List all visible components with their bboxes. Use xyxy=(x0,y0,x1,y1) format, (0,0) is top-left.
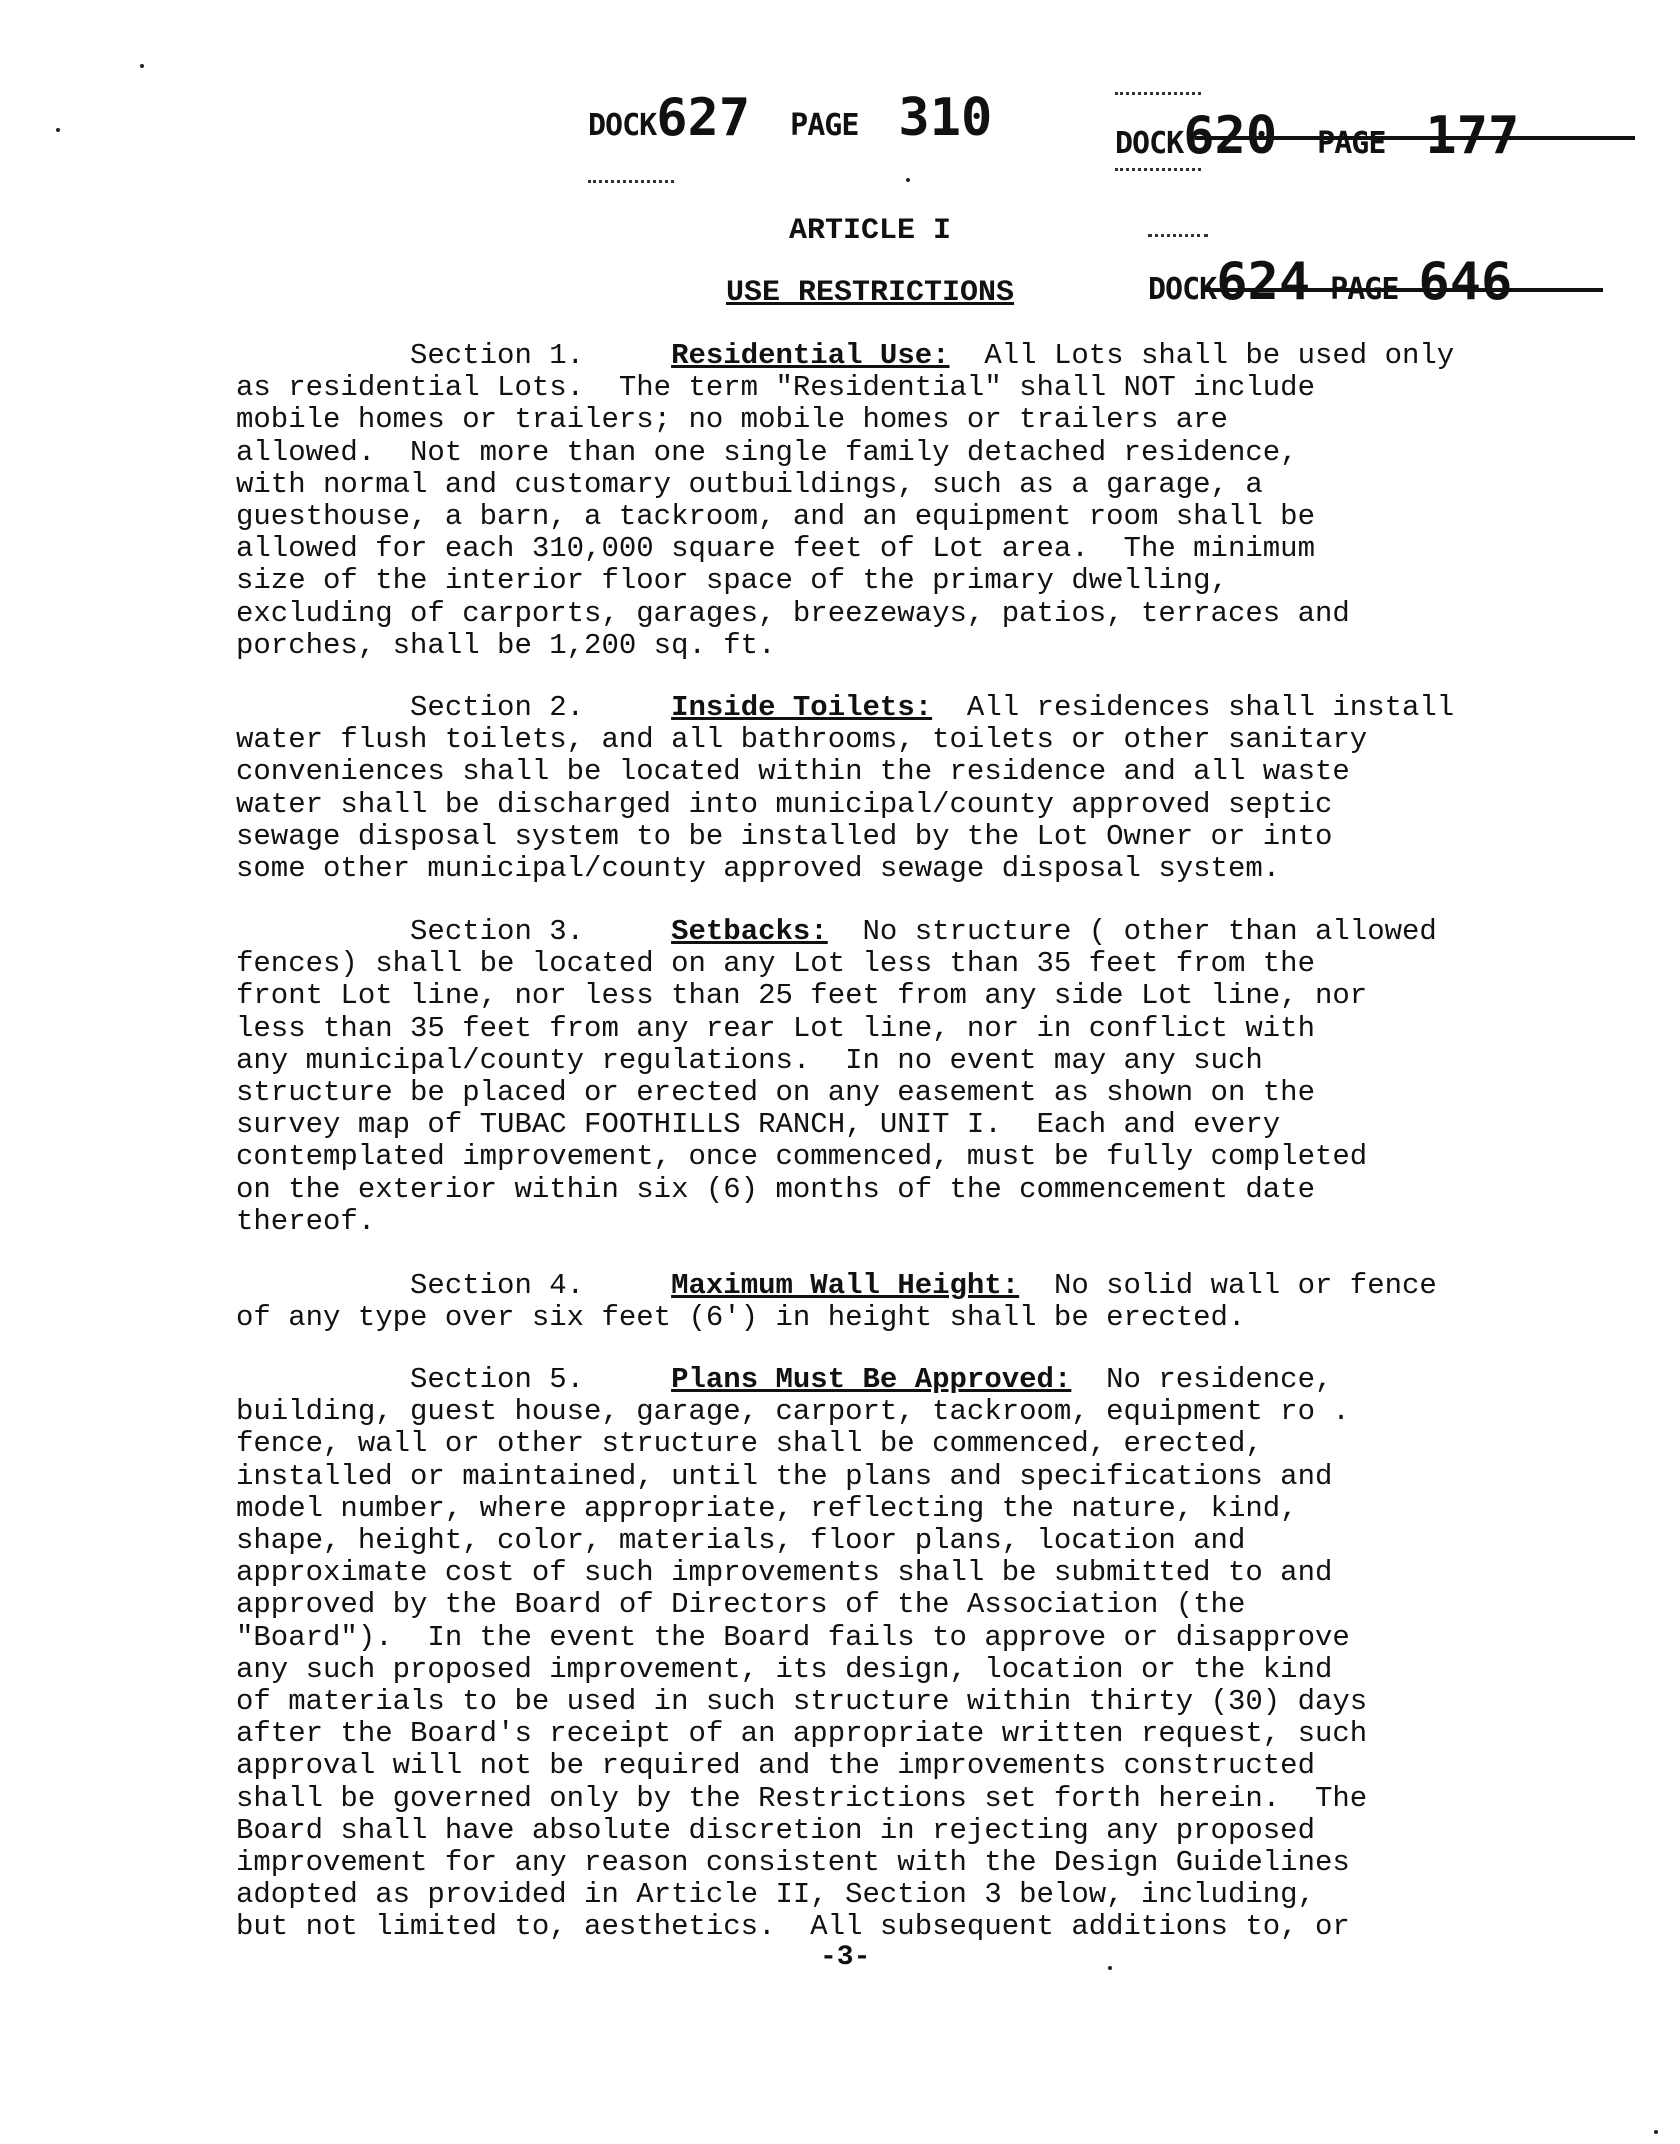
section-title: Maximum Wall Height: xyxy=(671,1269,1020,1302)
page-number-stamp: 310 xyxy=(898,88,993,148)
struck-recording-stamp-1 xyxy=(1115,106,1519,166)
section-heading: Section 1. xyxy=(410,339,585,372)
book-label: DOCK xyxy=(588,108,657,143)
scan-speck xyxy=(56,128,60,132)
section-heading: Section 2. xyxy=(410,691,585,724)
section-title: Setbacks: xyxy=(671,915,828,948)
page-label: PAGE xyxy=(790,108,859,143)
recording-stamp xyxy=(588,88,992,148)
page-number-stamp: 646 xyxy=(1418,252,1513,312)
book-number: 620 xyxy=(1183,106,1278,166)
section-heading: Section 4. xyxy=(410,1269,585,1302)
section-title: Plans Must Be Approved: xyxy=(671,1363,1072,1396)
section-body: No residence, building, guest house, garage, carport, tackroom, equipment ro . fence, wall or other structure shall be commenced, erected, installed or maintained, until the plans and specifications and model number, where appropriate, reflecting the nature, kind, shape, height, color, materials, floor plans, location and approximate cost of such improvements shall be submitted to and approved by the Board of Directors of the Association (the "Board"). In the event the Board fails to approve or disapprove any such proposed improvement, its design, location or the kind of materials to be used in such structure within thirty (30) days after the Board's receipt of an appropriate written request, such approval will not be required and the improvements constructed shall be governed only by the Restrictions set forth herein. The Board shall have absolute discretion in rejecting any proposed improvement for any reason consistent with the Design Guidelines adopted as provided in Article II, Section 3 below, including, but not limited to, aesthetics. All subsequent additions to, or xyxy=(236,1363,1368,1944)
stamp-dotted-rule xyxy=(588,180,674,183)
section-body: All Lots shall be used only as residential Lots. The term "Residential" shall NOT include mobile homes or trailers; no mobile homes or trailers are allowed. Not more than one single family detached residence, with normal and customary outbuildings, such as a garage, a guesthouse, a barn, a tackroom, and an equipment room shall be allowed for each 310,000 square feet of Lot area. The minimum size of the interior floor space of the primary dwelling, excluding of carports, garages, breezeways, patios, terraces and porches, shall be 1,200 sq. ft. xyxy=(236,339,1455,662)
section-body: No solid wall or fence of any type over six feet (6') in height shall be erected. xyxy=(236,1269,1437,1335)
stamp-dotted-rule xyxy=(1115,92,1201,95)
section-body: All residences shall install water flush toilets, and all bathrooms, toilets or other sanitary conveniences shall be located within the residence and all waste water shall be discharged into municipal/county approved septic sewage disposal system to be installed by the Lot Owner or into some other municipal/county approved sewage disposal system. xyxy=(236,691,1455,886)
section-body: No structure ( other than allowed fences) shall be located on any Lot less than 35 feet from the front Lot line, nor less than 25 feet from any side Lot line, nor less than 35 feet from any rear Lot line, nor in conflict with any municipal/county regulations. In no event may any such structure be placed or erected on any easement as shown on the survey map of TUBAC FOOTHILLS RANCH, UNIT I. Each and every contemplated improvement, once commenced, must be fully completed on the exterior within six (6) months of the commencement date thereof. xyxy=(236,915,1437,1238)
book-label: DOCK xyxy=(1115,126,1184,161)
scan-speck xyxy=(1654,2130,1658,2134)
section-heading: Section 5. xyxy=(410,1363,585,1396)
scan-speck xyxy=(1108,1966,1112,1970)
section-3 xyxy=(236,916,1506,1238)
book-number: 627 xyxy=(656,88,751,148)
scan-speck xyxy=(140,64,144,68)
page-footer-number: -3- xyxy=(820,1942,871,1973)
section-5 xyxy=(236,1364,1506,1944)
section-title: Inside Toilets: xyxy=(671,691,933,724)
stamp-dotted-rule xyxy=(1115,168,1201,171)
book-label: DOCK xyxy=(1148,272,1217,307)
section-2 xyxy=(236,692,1506,885)
scan-speck xyxy=(906,178,910,182)
page-label: PAGE xyxy=(1330,272,1399,307)
page-label: PAGE xyxy=(1317,126,1386,161)
section-1 xyxy=(236,340,1506,662)
section-title: Residential Use: xyxy=(671,339,950,372)
page-number-stamp: 177 xyxy=(1425,106,1520,166)
strike-through-line xyxy=(1195,136,1635,140)
section-4 xyxy=(236,1270,1506,1334)
article-title: ARTICLE I xyxy=(788,214,952,248)
article-subtitle: USE RESTRICTIONS xyxy=(725,276,1015,310)
book-number: 624 xyxy=(1216,252,1311,312)
section-heading: Section 3. xyxy=(410,915,585,948)
